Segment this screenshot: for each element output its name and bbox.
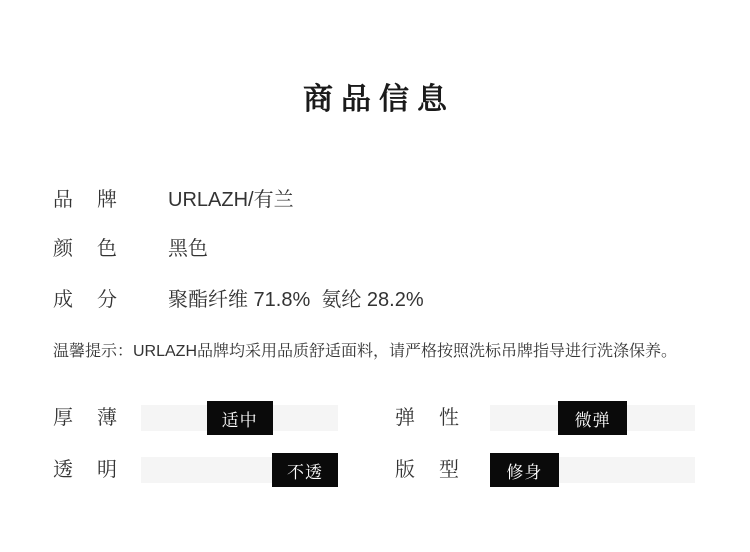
care-tip-text: 温馨提示：URLAZH品牌均采用品质舒适面料，请严格按照洗标吊牌指导进行洗涤保养。 [53,343,678,360]
attribute-elasticity [0,401,750,435]
composition-row [0,286,750,314]
page-title: 商品信息 [303,83,455,116]
elasticity-label: 弹性 [395,407,483,429]
color-label: 颜色 [53,238,141,260]
thickness-label: 厚薄 [53,407,141,429]
attribute-fit [0,453,750,487]
composition-label: 成分 [53,289,141,311]
transparency-scale-value: 不透 [272,453,338,487]
fit-label: 版型 [395,459,483,481]
color-row [0,235,750,263]
brand-row [0,186,750,214]
elasticity-scale-value: 微弹 [558,401,627,435]
fit-scale-track [490,457,695,483]
composition-value: 聚酯纤维 71.8% 氨纶 28.2% [168,289,424,311]
brand-value: URLAZH/有兰 [168,189,294,211]
transparency-label: 透明 [53,459,141,481]
fit-scale-value: 修身 [490,453,559,487]
brand-label: 品牌 [53,189,141,211]
thickness-scale-value: 适中 [207,401,273,435]
elasticity-scale-track [490,405,695,431]
color-value: 黑色 [168,238,208,260]
